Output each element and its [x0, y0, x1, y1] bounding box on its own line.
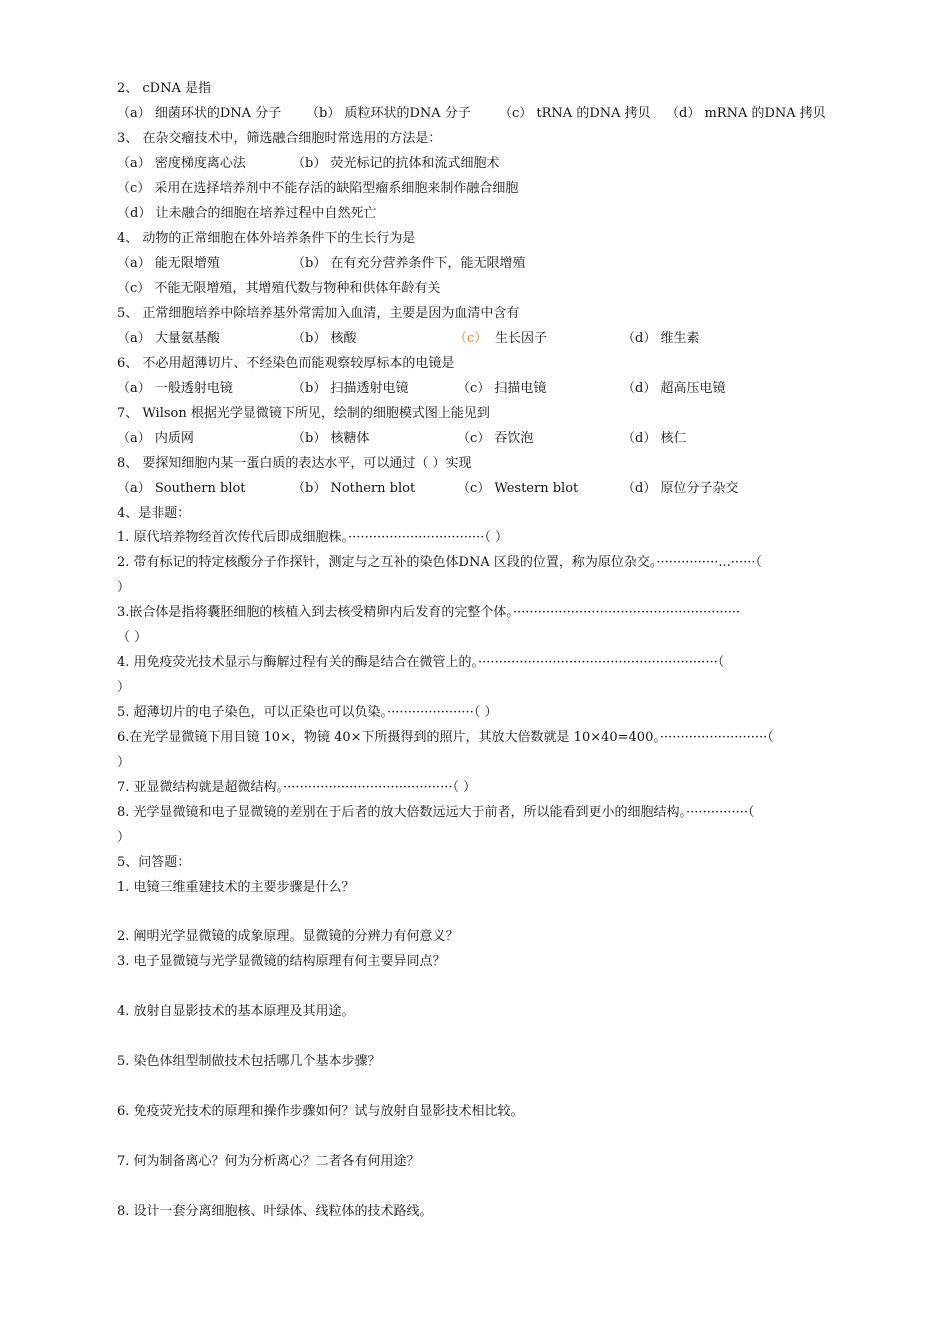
- qa-item-5: 5. 染色体组型制做技术包括哪几个基本步骤？: [117, 1054, 381, 1069]
- mc-question-5-option-c-marker: （c）: [454, 331, 488, 346]
- mc-question-5-option-c: 生长因子: [495, 331, 548, 346]
- qa-item-3: 3. 电子显微镜与光学显微镜的结构原理有何主要异同点？: [117, 954, 446, 969]
- mc-question-4-option-c: （c） 不能无限增殖，其增殖代数与物种和供体年龄有关: [117, 281, 441, 296]
- tf-item-6-bracket: ）: [117, 755, 131, 770]
- tf-item-3: 3.嵌合体是指将囊胚细胞的核植入到去核受精卵内后发育的完整个体。·······················································: [117, 605, 741, 620]
- mc-question-6-stem: 6、 不必用超薄切片、不经染色而能观察较厚标本的电镜是: [117, 356, 455, 371]
- qa-item-1: 1. 电镜三维重建技术的主要步骤是什么？: [117, 880, 355, 895]
- tf-item-8: 8. 光学显微镜和电子显微镜的差别在于后者的放大倍数远远大于前者，所以能看到更小的细胞结构。···············（: [117, 805, 755, 820]
- mc-question-8-option-d: （d） 原位分子杂交: [622, 481, 739, 496]
- mc-question-7-option-a: （a） 内质网: [117, 431, 194, 446]
- mc-question-3-option-a: （a） 密度梯度离心法: [117, 156, 246, 171]
- mc-question-6-option-b: （b） 扫描透射电镜: [292, 381, 409, 396]
- qa-item-8: 8. 设计一套分离细胞核、叶绿体、线粒体的技术路线。: [117, 1204, 433, 1219]
- tf-item-8-bracket: ）: [117, 830, 131, 845]
- mc-question-2-stem: 2、 cDNA 是指: [117, 81, 212, 96]
- tf-item-5: 5. 超薄切片的电子染色，可以正染也可以负染。·····················（ ）: [117, 705, 498, 720]
- mc-question-5-option-b: （b） 核酸: [292, 331, 357, 346]
- mc-question-8-option-b: （b） Nothern blot: [292, 481, 416, 496]
- mc-question-2-option-b: （b） 质粒环状的DNA 分子: [306, 106, 471, 121]
- tf-item-2-bracket: ）: [117, 580, 131, 595]
- mc-question-2-option-d: （d） mRNA 的DNA 拷贝: [666, 106, 826, 121]
- mc-question-7-option-b: （b） 核糖体: [292, 431, 370, 446]
- tf-section-heading: 4、是非题：: [117, 506, 191, 521]
- mc-question-3-option-d: （d） 让未融合的细胞在培养过程中自然死亡: [117, 206, 377, 221]
- tf-item-4: 4. 用免疫荧光技术显示与酶解过程有关的酶是结合在微管上的。··························································（: [117, 655, 725, 670]
- tf-item-1: 1. 原代培养物经首次传代后即成细胞株。·································（ ）: [117, 530, 509, 545]
- qa-item-2: 2. 阐明光学显微镜的成象原理。显微镜的分辨力有何意义？: [117, 929, 459, 944]
- mc-question-8-option-a: （a） Southern blot: [117, 481, 246, 496]
- mc-question-3-option-b: （b） 荧光标记的抗体和流式细胞术: [292, 156, 500, 171]
- tf-item-2: 2. 带有标记的特定核酸分子作探针，测定与之互补的染色体DNA 区段的位置，称为原位杂交。···············...······（: [117, 555, 763, 570]
- mc-question-5-stem: 5、 正常细胞培养中除培养基外常需加入血清，主要是因为血清中含有: [117, 306, 520, 321]
- mc-question-3-option-c: （c） 采用在选择培养剂中不能存活的缺陷型瘤系细胞来制作融合细胞: [117, 181, 519, 196]
- mc-question-6-option-c: （c） 扫描电镜: [457, 381, 547, 396]
- mc-question-2-option-a: （a） 细菌环状的DNA 分子: [117, 106, 282, 121]
- mc-question-2-option-c: （c） tRNA 的DNA 拷贝: [499, 106, 651, 121]
- qa-item-6: 6. 免疫荧光技术的原理和操作步骤如何？试与放射自显影技术相比较。: [117, 1104, 524, 1119]
- mc-question-8-stem: 8、 要探知细胞内某一蛋白质的表达水平，可以通过（ ）实现: [117, 456, 472, 471]
- tf-item-4-bracket: ）: [117, 680, 131, 695]
- qa-item-7: 7. 何为制备离心？何为分析离心？二者各有何用途？: [117, 1154, 420, 1169]
- mc-question-3-stem: 3、 在杂交瘤技术中，筛选融合细胞时常选用的方法是：: [117, 131, 442, 146]
- mc-question-4-option-a: （a） 能无限增殖: [117, 256, 220, 271]
- mc-question-7-stem: 7、 Wilson 根据光学显微镜下所见，绘制的细胞模式图上能见到: [117, 406, 490, 421]
- qa-item-4: 4. 放射自显影技术的基本原理及其用途。: [117, 1004, 355, 1019]
- tf-item-6: 6.在光学显微镜下用目镜 10×，物镜 40×下所摄得到的照片，其放大倍数就是 10×40=400。··························（: [117, 730, 774, 745]
- tf-item-7: 7. 亚显微结构就是超微结构。·········································（ ）: [117, 780, 477, 795]
- mc-question-8-option-c: （c） Western blot: [457, 481, 579, 496]
- tf-item-3-bracket: （ ）: [117, 630, 148, 645]
- mc-question-5-option-a: （a） 大量氨基酸: [117, 331, 220, 346]
- mc-question-7-option-d: （d） 核仁: [622, 431, 687, 446]
- mc-question-4-option-b: （b） 在有充分营养条件下，能无限增殖: [292, 256, 526, 271]
- qa-section-heading: 5、问答题：: [117, 855, 191, 870]
- mc-question-6-option-d: （d） 超高压电镜: [622, 381, 726, 396]
- mc-question-6-option-a: （a） 一般透射电镜: [117, 381, 233, 396]
- mc-question-7-option-c: （c） 吞饮泡: [457, 431, 534, 446]
- mc-question-5-option-d: （d） 维生素: [622, 331, 700, 346]
- mc-question-4-stem: 4、 动物的正常细胞在体外培养条件下的生长行为是: [117, 231, 416, 246]
